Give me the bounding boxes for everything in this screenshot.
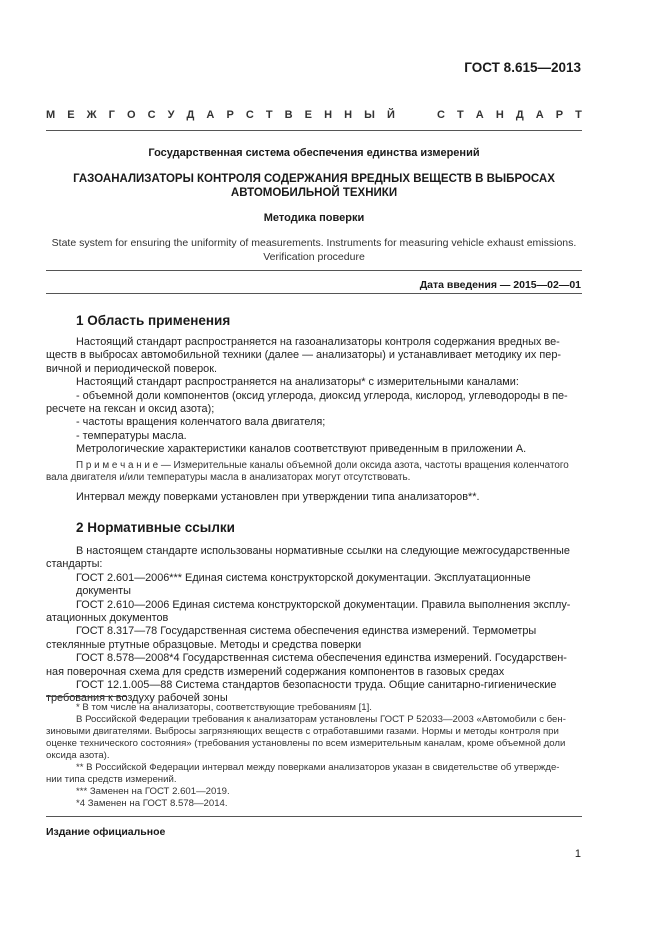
note-text: — Измерительные каналы объемной доли оксида азота, частоты вращения коленчатого <box>158 460 569 471</box>
footnote-line: ** В Российской Федерации интервал между поверками анализаторов указан в свидетельстве об утвержде- <box>76 762 560 773</box>
banner-letter: С <box>147 109 156 121</box>
footnotes <box>46 702 582 810</box>
footnote-line: оценке технического состояния» (требования установлены по всем измерительным каналам, кроме объемной доли <box>46 738 566 749</box>
banner-letter: С <box>436 109 445 121</box>
s2-paragraph-line: В настоящем стандарте использованы нормативные ссылки на следующие межгосударственные <box>76 545 570 557</box>
reference-line: ГОСТ 8.578—2008*4 Государственная система обеспечения единства измерений. Государствен- <box>76 652 567 665</box>
system-title: Государственная система обеспечения единства измерений <box>148 147 480 159</box>
banner-letter: О <box>126 109 136 121</box>
section2-body <box>46 545 582 706</box>
s1-paragraph-line: Интервал между поверками установлен при утверждении типа анализаторов**. <box>76 491 480 503</box>
reference-line: атационных документов <box>46 612 169 625</box>
english-title-line2: Verification procedure <box>263 251 365 263</box>
intro-date: Дата введения — 2015—02—01 <box>419 279 581 291</box>
banner-letter: Р <box>555 109 564 121</box>
banner-letter: Г <box>108 109 115 121</box>
banner-letter: Т <box>575 109 582 121</box>
reference-line: ГОСТ 8.317—78 Государственная система обеспечения единства измерений. Термометры <box>76 625 537 638</box>
s1-paragraph-line: Метрологические характеристики каналов соответствуют приведенным в приложении А. <box>76 443 527 456</box>
footnote-line: зиновыми двигателями. Выбросы загрязняющих веществ с отработавшими газами. Нормы и методы контроля при <box>46 726 559 737</box>
document-code: ГОСТ 8.615—2013 <box>464 60 581 75</box>
edition-label: Издание официальное <box>46 826 166 838</box>
s1-list-item: - частоты вращения коленчатого вала двигателя; <box>76 416 326 429</box>
banner-letter: Д <box>186 109 195 121</box>
banner-letter: У <box>167 109 175 121</box>
banner-letter: Е <box>67 109 75 121</box>
s1-paragraph-line: вичной и периодической поверок. <box>46 362 217 375</box>
footnote-line: * В том числе на анализаторы, соответствующие требованиям [1]. <box>76 702 372 713</box>
section1-interval <box>76 491 582 504</box>
section1-note <box>46 460 582 485</box>
main-title-line2: АВТОМОБИЛЬНОЙ ТЕХНИКИ <box>230 187 398 199</box>
banner-rule <box>46 130 582 131</box>
banner-letter: А <box>206 109 215 121</box>
title-rule <box>46 270 582 271</box>
standard-banner <box>46 106 582 124</box>
footer-rule <box>46 816 582 817</box>
subtitle: Методика поверки <box>263 212 365 224</box>
date-rule <box>46 293 582 294</box>
main-title-line1: ГАЗОАНАЛИЗАТОРЫ КОНТРОЛЯ СОДЕРЖАНИЯ ВРЕДНЫХ ВЕЩЕСТВ В ВЫБРОСАХ <box>73 173 555 185</box>
reference-line: ная поверочная схема для средств измерений содержания компонентов в газовых средах <box>46 665 505 678</box>
banner-letter: Р <box>226 109 234 121</box>
section1-body <box>46 336 582 457</box>
s2-paragraph-line: стандарты: <box>46 558 103 571</box>
banner-letter: Д <box>515 109 524 121</box>
s1-paragraph-line: Настоящий стандарт распространяется на анализаторы* с измерительными каналами: <box>76 376 519 389</box>
footnote-line: оксида азота). <box>46 750 110 761</box>
reference-line: требования к воздуху рабочей зоны <box>46 692 228 705</box>
section2-heading: 2 Нормативные ссылки <box>76 520 235 535</box>
reference-line: стеклянные ртутные образцовые. Методы и средства поверки <box>46 638 362 651</box>
banner-letter: Т <box>265 109 273 121</box>
note-text: вала двигателя и/или температуры масла в анализаторах могут отсутствовать. <box>46 472 411 484</box>
note-label: П р и м е ч а н и е <box>76 460 159 471</box>
footnote-line: нии типа средств измерений. <box>46 774 177 785</box>
banner-letter: Ы <box>364 109 375 121</box>
banner-letter: Й <box>386 109 395 121</box>
english-title <box>46 236 582 264</box>
footnote-separator <box>46 696 127 697</box>
footnote-line: *** Заменен на ГОСТ 2.601—2019. <box>76 786 230 797</box>
banner-letter: Н <box>324 109 333 121</box>
banner-letter: Т <box>457 109 464 121</box>
banner-letter: Н <box>495 109 504 121</box>
reference-line: ГОСТ 2.610—2006 Единая система конструкторской документации. Правила выполнения эксплу- <box>76 598 571 611</box>
s1-list-item: ресчете на гексан и оксид азота); <box>46 403 215 416</box>
banner-letter: А <box>475 109 484 121</box>
reference-line: ГОСТ 2.601—2006*** Единая система конструкторской документации. Эксплуатационные документы <box>76 571 531 598</box>
section1-heading: 1 Область применения <box>76 313 231 328</box>
s1-paragraph-line: ществ в выбросах автомобильной техники (далее — анализаторы) и устанавливает методику их пер- <box>46 349 562 362</box>
banner-letter: С <box>245 109 254 121</box>
banner-letter: Ж <box>86 109 97 121</box>
main-title <box>46 172 582 200</box>
s1-list-item: - объемной доли компонентов (оксид углерода, диоксид углерода, кислород, углеводороды в пе- <box>76 389 568 402</box>
banner-letter: Е <box>304 109 313 121</box>
english-title-line1: State system for ensuring the uniformity of measurements. Instruments for measuring vehicle exhaust emissions. <box>51 237 577 249</box>
s1-list-item: - температуры масла. <box>76 429 187 442</box>
reference-line: ГОСТ 12.1.005—88 Система стандартов безопасности труда. Общие санитарно-гигиенические <box>76 679 557 692</box>
banner-letter: А <box>535 109 544 121</box>
footnote-line: В Российской Федерации требования к анализаторам установлены ГОСТ Р 52033—2003 «Автомобили с бен- <box>76 714 566 725</box>
banner-letter: Н <box>344 109 353 121</box>
footnote-line: *4 Заменен на ГОСТ 8.578—2014. <box>76 798 228 809</box>
s1-paragraph-line: Настоящий стандарт распространяется на газоанализаторы контроля содержания вредных ве- <box>76 336 560 348</box>
banner-letter: М <box>46 109 56 121</box>
page-number: 1 <box>574 848 581 860</box>
banner-letter: В <box>284 109 293 121</box>
